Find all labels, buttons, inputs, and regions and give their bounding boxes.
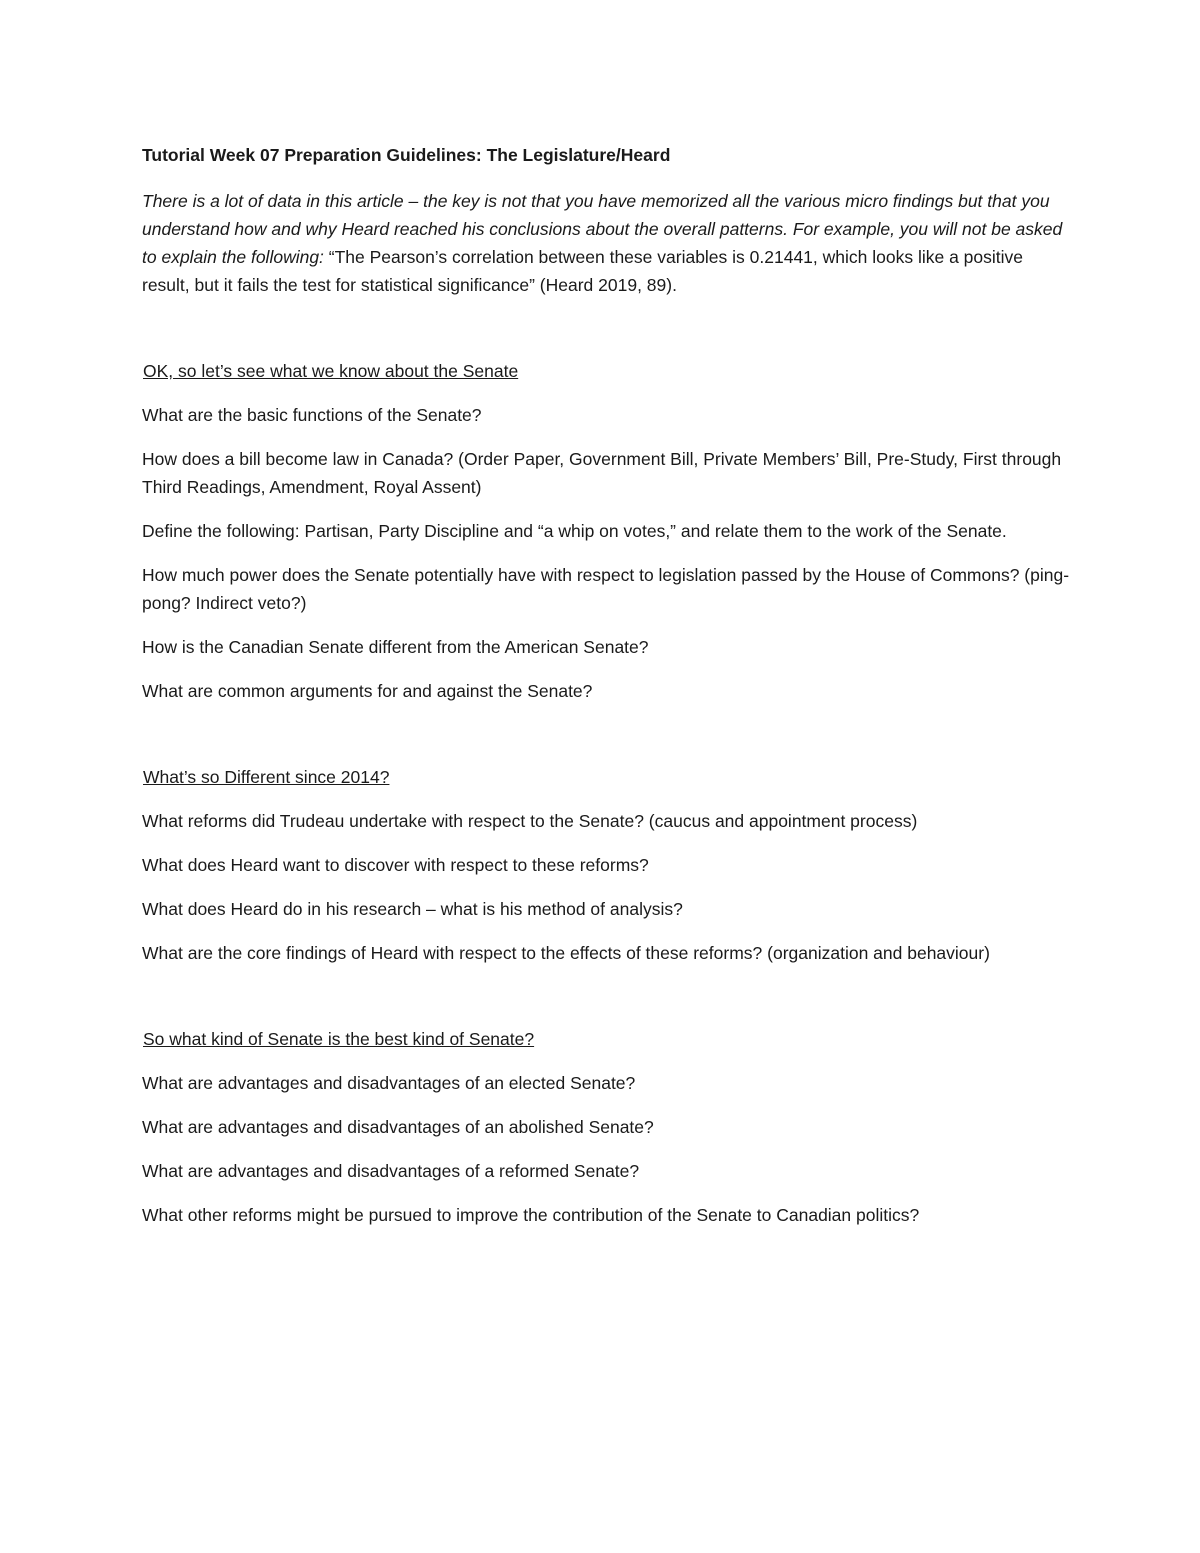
question-item: What are advantages and disadvantages of a reformed Senate? xyxy=(142,1161,640,1181)
question-item: What are advantages and disadvantages of an abolished Senate? xyxy=(142,1117,654,1137)
question-item: Define the following: Partisan, Party Discipline and “a whip on votes,” and relate them to the work of the Senate. xyxy=(142,521,1007,541)
question-item: What does Heard want to discover with respect to these reforms? xyxy=(142,855,649,875)
question-item: What are common arguments for and against the Senate? xyxy=(142,681,593,701)
section-best-senate xyxy=(142,1025,1072,1229)
section-senate-basics xyxy=(142,357,1072,705)
question-item: What does Heard do in his research – what is his method of analysis? xyxy=(142,899,683,919)
question-item: How is the Canadian Senate different from the American Senate? xyxy=(142,637,649,657)
question-item: How does a bill become law in Canada? (Order Paper, Government Bill, Private Members’ Bill, Pre-Study, First through Third Readings, Amendment, Royal Assent) xyxy=(142,449,1062,497)
intro-italic-text: There is a lot of data in this article – the key is not that you have memorized all the various micro findings but that you understand how and why Heard reached his conclusions about the overall patterns. For example, you will not be asked to explain the following: xyxy=(142,191,1063,267)
question-item: What reforms did Trudeau undertake with respect to the Senate? (caucus and appointment process) xyxy=(142,811,918,831)
question-item: What are the basic functions of the Senate? xyxy=(142,405,482,425)
document-title: Tutorial Week 07 Preparation Guidelines: The Legislature/Heard xyxy=(142,145,671,165)
question-item: How much power does the Senate potentially have with respect to legislation passed by the House of Commons? (ping-pong? Indirect veto?) xyxy=(142,565,1070,613)
document-page xyxy=(142,141,1072,1245)
intro-quote-text: “The Pearson’s correlation between these variables is 0.21441, which looks like a positive result, but it fails the test for statistical significance” (Heard 2019, 89). xyxy=(142,247,1024,295)
section-heading: So what kind of Senate is the best kind of Senate? xyxy=(143,1029,535,1049)
question-item: What are the core findings of Heard with respect to the effects of these reforms? (organization and behaviour) xyxy=(142,943,990,963)
section-heading: OK, so let’s see what we know about the Senate xyxy=(143,361,519,381)
question-item: What are advantages and disadvantages of an elected Senate? xyxy=(142,1073,636,1093)
section-heading: What’s so Different since 2014? xyxy=(143,767,390,787)
question-item: What other reforms might be pursued to improve the contribution of the Senate to Canadian politics? xyxy=(142,1205,920,1225)
intro-paragraph xyxy=(142,187,1072,299)
section-since-2014 xyxy=(142,763,1072,967)
